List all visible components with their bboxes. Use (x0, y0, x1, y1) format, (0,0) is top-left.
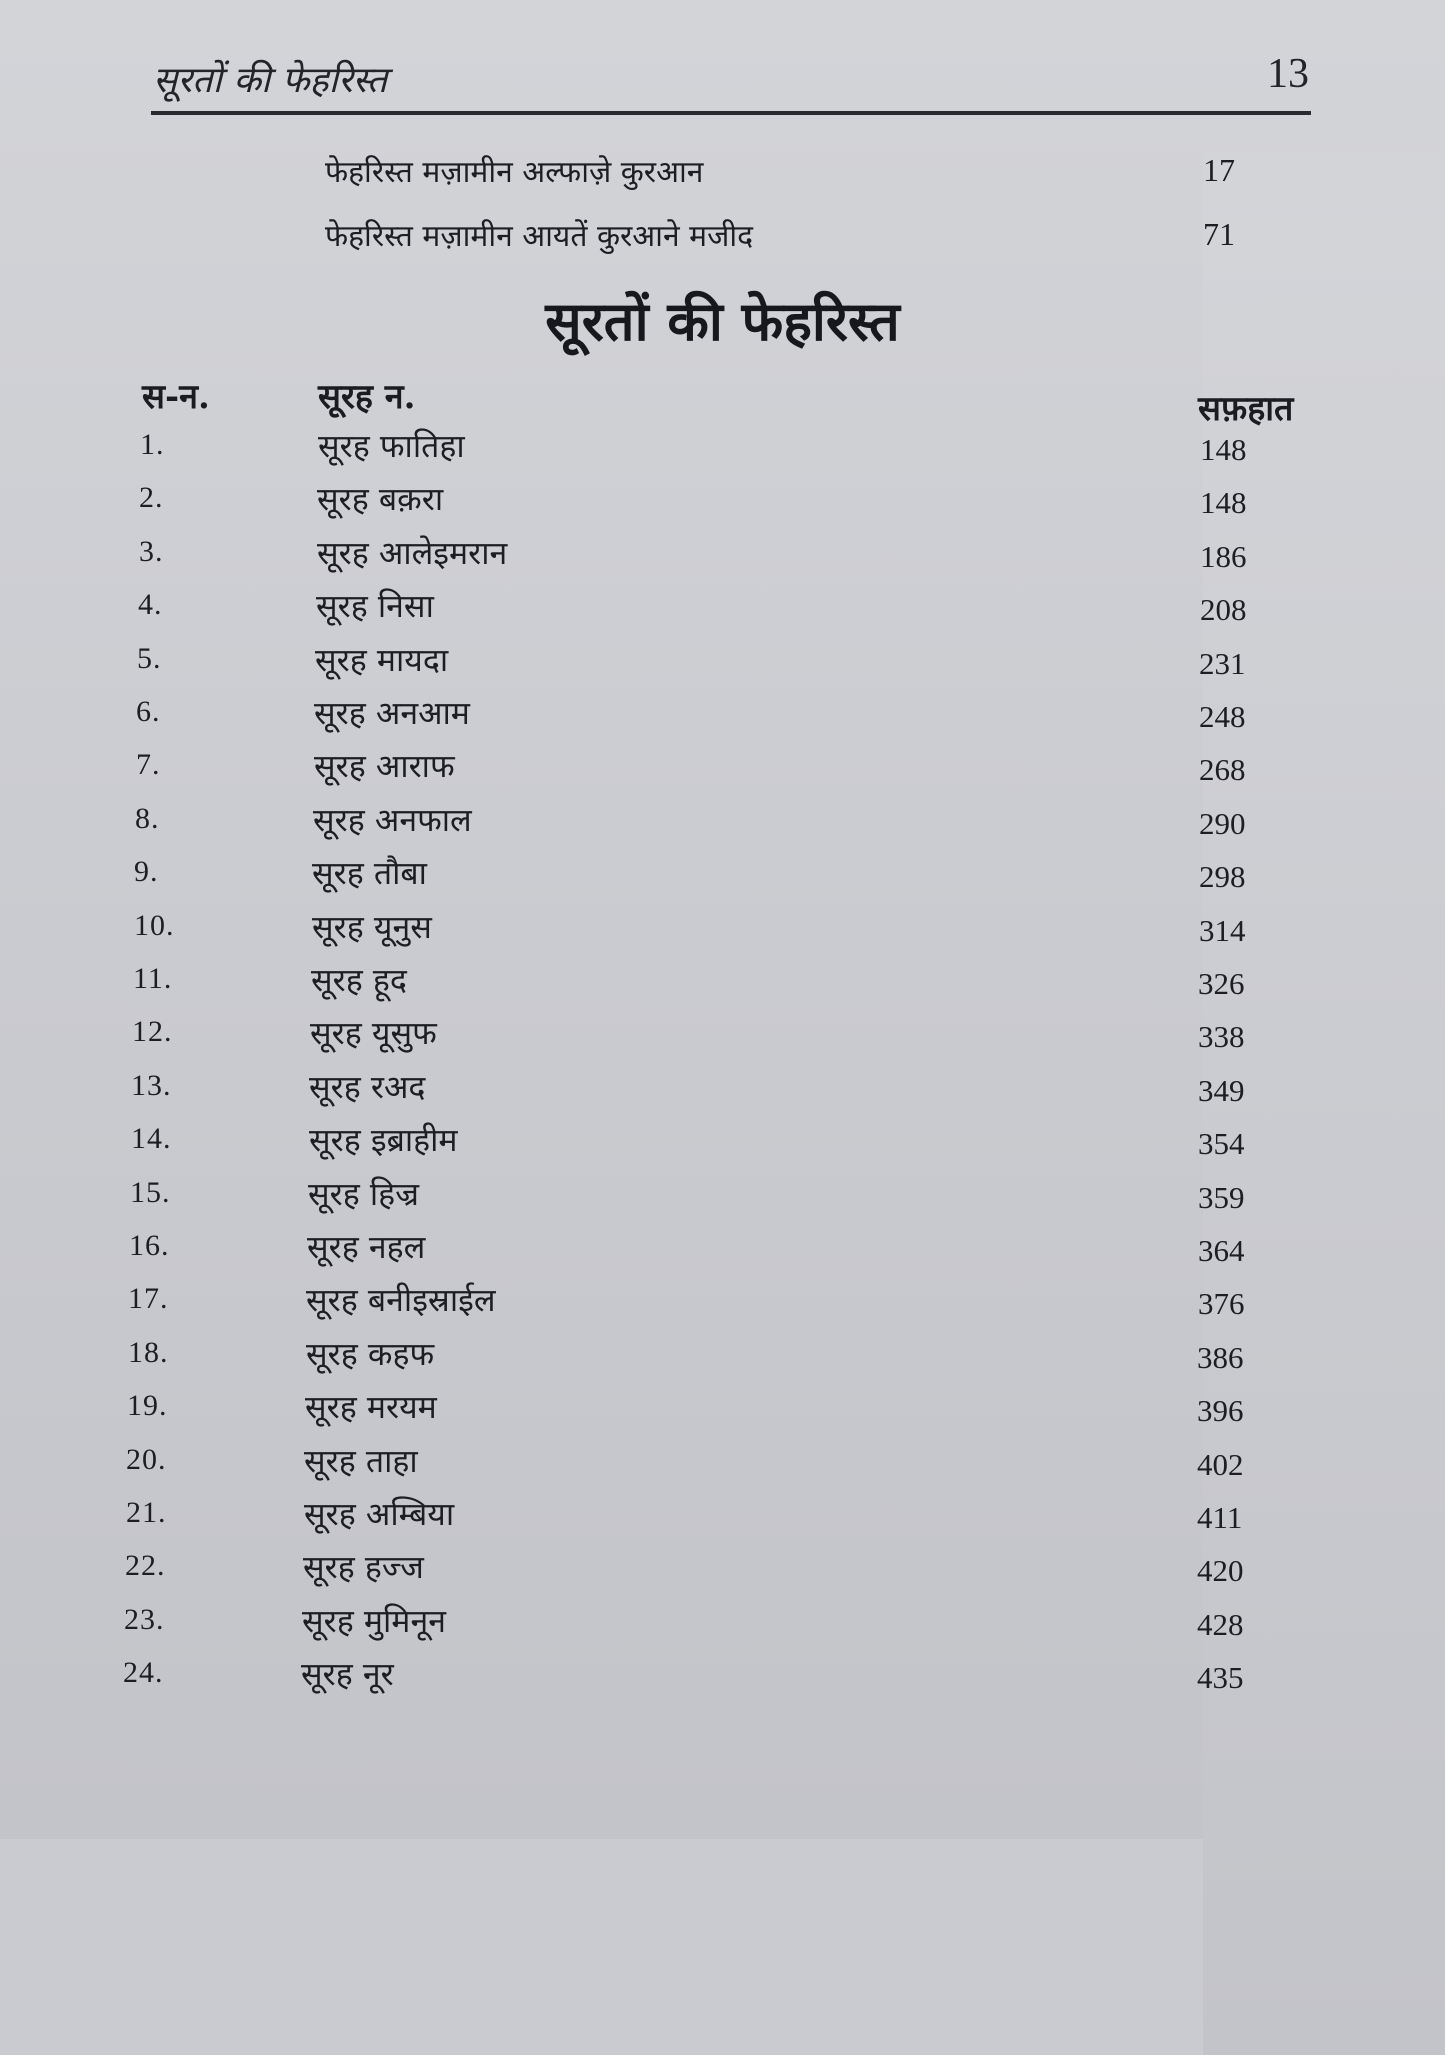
table-row (0, 1282, 1445, 1332)
surah-name: सूरह रअद (309, 1067, 426, 1106)
surah-page: 186 (1200, 538, 1247, 574)
surah-number: 11. (133, 962, 173, 995)
table-row (0, 748, 1445, 798)
table-row (0, 642, 1445, 692)
surah-number: 7. (136, 748, 161, 782)
surah-name: सूरह हज्ज (303, 1548, 424, 1587)
surah-page: 148 (1200, 432, 1247, 467)
surah-page: 354 (1198, 1126, 1245, 1162)
surah-page: 326 (1198, 966, 1245, 1001)
surah-name: सूरह हिज्र (308, 1174, 420, 1213)
surah-name: सूरह फातिहा (318, 427, 465, 465)
surah-number: 20. (126, 1442, 167, 1476)
surah-page: 314 (1199, 912, 1246, 948)
surah-page: 364 (1198, 1233, 1245, 1268)
surah-page: 298 (1199, 859, 1246, 895)
surah-number: 13. (131, 1068, 172, 1102)
surah-number: 10. (134, 908, 175, 942)
surah-name: सूरह हूद (311, 961, 407, 999)
table-row (0, 1603, 1445, 1653)
surah-page: 231 (1199, 645, 1246, 681)
table-row (0, 1656, 1445, 1706)
surah-name: सूरह अनआम (314, 694, 470, 732)
table-row (0, 909, 1445, 959)
surah-name: सूरह मरयम (305, 1388, 437, 1427)
column-header-serial: स-न. (142, 377, 210, 417)
surah-name: सूरह नहल (307, 1228, 426, 1266)
surah-number: 18. (128, 1335, 169, 1369)
surah-number: 23. (124, 1602, 165, 1636)
surah-page: 148 (1200, 485, 1247, 521)
surah-name: सूरह अनफाल (313, 800, 472, 839)
surah-page: 290 (1199, 805, 1246, 841)
index-line (325, 214, 1245, 264)
table-row (0, 1015, 1445, 1065)
surah-page: 338 (1198, 1019, 1245, 1055)
surah-page: 428 (1197, 1606, 1244, 1642)
surah-name: सूरह तौबा (312, 854, 427, 893)
header-rule (151, 111, 1311, 115)
surah-name: सूरह नूर (301, 1655, 394, 1694)
index-line (325, 150, 1245, 200)
table-row (0, 1549, 1445, 1599)
surah-name: सूरह ताहा (304, 1441, 418, 1480)
table-row (0, 962, 1445, 1012)
table-row (0, 855, 1445, 905)
surah-name: सूरह आराफ (314, 747, 455, 786)
surah-page: 396 (1197, 1393, 1244, 1429)
column-header-pages: सफ़हात (1198, 389, 1294, 429)
surah-name: सूरह मायदा (315, 640, 449, 679)
table-row (0, 1336, 1445, 1386)
surah-number: 6. (136, 695, 161, 728)
surah-page: 420 (1197, 1553, 1244, 1589)
running-title: सूरतों की फेहरिस्त (153, 60, 388, 101)
surah-page: 359 (1198, 1179, 1245, 1215)
table-row (0, 802, 1445, 852)
surah-page: 349 (1198, 1072, 1245, 1108)
page-title: सूरतों की फेहरिस्त (545, 289, 900, 353)
surah-page: 435 (1197, 1660, 1244, 1696)
table-row (0, 1122, 1445, 1172)
table-row (0, 1176, 1445, 1226)
surah-name: सूरह आलेइमरान (317, 533, 508, 572)
surah-name: सूरह बक़रा (317, 480, 444, 519)
surah-number: 16. (129, 1229, 170, 1262)
surah-number: 3. (139, 534, 164, 568)
index-line-page: 17 (1203, 152, 1445, 1991)
surah-name: सूरह अम्बिया (304, 1495, 455, 1533)
table-row (0, 695, 1445, 745)
surah-name: सूरह बनीइस्राईल (306, 1281, 496, 1320)
surah-name: सूरह निसा (316, 587, 434, 626)
table-row (0, 1229, 1445, 1279)
surah-number: 5. (137, 641, 162, 675)
surah-page: 208 (1200, 592, 1247, 628)
table-row (0, 1496, 1445, 1546)
surah-page: 376 (1198, 1286, 1245, 1322)
surah-number: 22. (125, 1549, 166, 1583)
surah-number: 8. (135, 801, 160, 835)
surah-number: 15. (130, 1175, 171, 1209)
table-row (0, 481, 1445, 531)
index-line-page: 71 (1203, 216, 1445, 2055)
surah-name: सूरह इब्राहीम (309, 1121, 458, 1160)
surah-name: सूरह मुमिनून (302, 1601, 446, 1640)
surah-number: 24. (123, 1656, 164, 1690)
surah-number: 1. (140, 428, 165, 461)
table-row (0, 1069, 1445, 1119)
surah-number: 12. (132, 1015, 173, 1049)
surah-name: सूरह यूसुफ (310, 1014, 437, 1053)
surah-name: सूरह यूनुस (312, 907, 432, 946)
surah-page: 268 (1199, 752, 1246, 788)
table-row (0, 535, 1445, 585)
index-line-label: फेहरिस्त मज़ामीन आयतें कुरआने मजीद (325, 219, 754, 254)
index-line-label: फेहरिस्त मज़ामीन अल्फाज़े कुरआन (325, 155, 704, 190)
surah-number: 21. (126, 1496, 167, 1529)
surah-page: 248 (1199, 699, 1246, 734)
surah-page: 386 (1197, 1339, 1244, 1375)
table-row (0, 1443, 1445, 1493)
table-row (0, 588, 1445, 638)
surah-page: 411 (1197, 1500, 1243, 1535)
surah-number: 17. (128, 1282, 169, 1316)
surah-page: 402 (1197, 1446, 1244, 1482)
surah-number: 19. (127, 1389, 168, 1423)
surah-number: 2. (139, 481, 164, 515)
column-header-surah: सूरह न. (318, 377, 416, 417)
surah-number: 14. (131, 1122, 172, 1156)
table-row (0, 428, 1445, 478)
surah-name: सूरह कहफ (306, 1334, 435, 1373)
surah-number: 4. (138, 588, 163, 622)
surah-number: 9. (134, 855, 159, 889)
page-number: 13 (1267, 51, 1309, 97)
table-row (0, 1389, 1445, 1439)
